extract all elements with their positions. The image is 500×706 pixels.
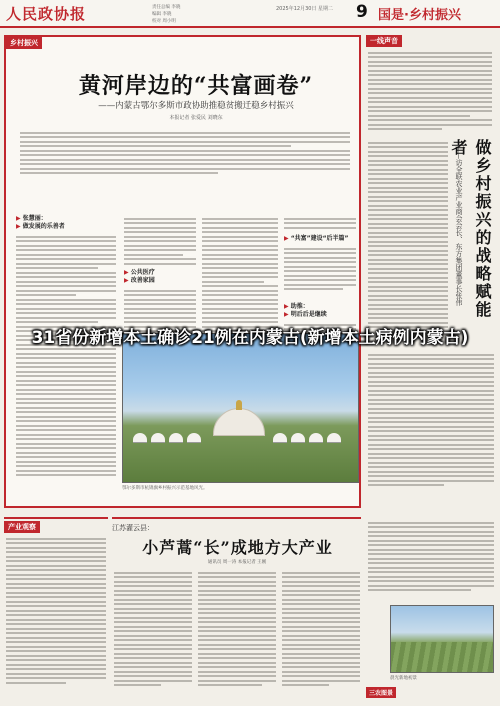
section-tag: 乡村振兴 [6,37,42,49]
section-stamp: 三农图景 [366,687,396,698]
vertical-headline: 做乡村振兴的战略赋能者 [449,139,492,319]
newspaper-logo: 人民政协报 [6,5,87,23]
meta-line: 校对 周小明 [152,19,176,24]
main-subhead: ——内蒙古鄂尔多斯市政协助推稳贫搬迁稳乡村振兴 [98,101,294,111]
main-photo [122,333,359,483]
vertical-subhead: ——访全联农业产业商会会长、东方集团董事长张伟 [455,145,463,306]
column-text [284,215,356,235]
story-byline: 通讯员 周一涛 本报记者 王刚 [207,560,267,565]
masthead [0,0,500,28]
main-byline: 本报记者 张爱民 刘晓东 [169,115,223,121]
column-text [368,519,494,603]
field-photo [390,605,494,673]
box-head: ▶ 做发展的乐善者 [16,223,116,231]
box-head: ▶ 公共医疗 [124,269,200,277]
box-head: ▶ 改善家园 [124,277,200,285]
section-tag: 产业观察 [4,521,40,533]
box-head: ▶ 张慧丽： [16,215,116,223]
column-text [124,215,196,273]
story-kicker: 江苏灌云县： [112,524,154,532]
main-story [4,35,361,508]
meta-line: 编辑 李晓 [152,12,172,17]
column-text [282,569,360,703]
column-text [368,139,448,349]
story-headline: 小芦蒿“长”成地方大产业 [142,538,333,557]
issue-date: 2025年12月30日 星期二 [276,6,334,12]
bottom-right-story [366,517,496,703]
column-text [114,569,192,703]
box-head: ▶ “共富”建设“后半篇” [284,235,360,243]
bottom-mid-story [112,517,361,703]
column-text [6,535,106,703]
column-text [368,351,494,505]
photo-caption: 晨光新地初景 [390,676,417,681]
meta-line: 责任总编 李晓 [152,5,181,10]
box-head: ▶ 助推： [284,303,360,311]
intro-text [20,129,350,219]
overlay-headline: 31省份新增本土确诊21例在内蒙古(新增本土病例内蒙古) [31,328,469,348]
masthead-meta [152,4,186,25]
section-tag: 一线声音 [366,35,402,47]
column-text [198,569,276,703]
section-title: 国是·乡村振兴 [378,8,461,23]
bottom-left-story [4,517,108,703]
column-text [284,245,356,301]
column-text [368,49,492,137]
main-headline: 黄河岸边的“共富画卷” [78,73,314,99]
page-number: 9 [356,2,368,22]
column-text [16,233,116,505]
right-column [366,35,496,508]
photo-caption: 鄂尔多斯市杭锦旗乡村振兴示范基地风光。 [122,486,208,491]
box-head: ▶ 明后后是继续 [284,311,360,319]
